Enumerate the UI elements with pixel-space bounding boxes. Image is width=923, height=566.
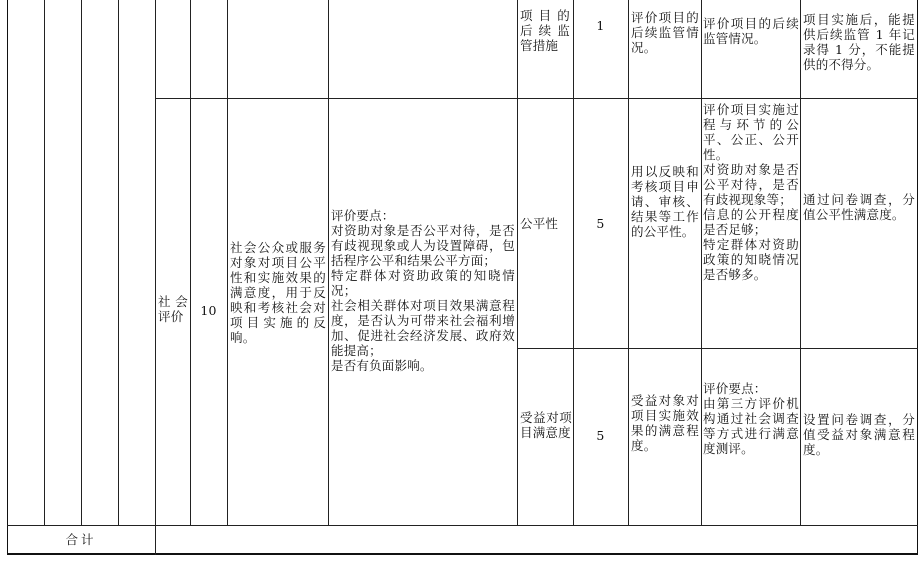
- col-line-4: [155, 0, 156, 555]
- row3-score: 5: [596, 428, 605, 443]
- col-line-12: [800, 0, 801, 525]
- col-line-3: [118, 0, 119, 525]
- social-description: 社会公众或服务对象对项目公平性和实施效果的满意度，用于反映和考核社会对项目实施的反响。: [230, 240, 326, 345]
- col-line-10: [628, 0, 629, 525]
- row-line-2: [517, 348, 918, 349]
- row1-scoring: 项目实施后，能提供后续监管 1 年记录得 1 分，不能提供的不得分。: [803, 12, 915, 72]
- row1-explanation: 评价项目的后续监管情况。: [631, 10, 699, 55]
- social-points: 评价要点： 对资助对象是否公平对待，是否有歧视现象或人为设置障碍，包括程序公平和结果公平方面； 特定群体对资助政策的知晓情况； 社会相关群体对项目效果满意程度，是否认为可带来社会福利增加、促进社会经济发展、政府效能提高； 是否有负面影响。: [331, 208, 515, 373]
- row3-scoring: 设置问卷调查，分值受益对象满意程度。: [803, 412, 915, 457]
- row2-criteria: 评价项目实施过程与环节的公平、公正、公开性。 对资助对象是否公平对待，是否有歧视现象等； 信息的公开程度是否足够； 特定群体对资助政策的知晓情况是否够多。: [703, 102, 799, 282]
- row2-explanation: 用以反映和考核项目申请、审核、结果等工作的公平性。: [631, 164, 699, 239]
- row-line-1: [155, 98, 918, 99]
- col-line-8: [517, 0, 518, 525]
- border-right: [917, 0, 918, 555]
- row2-scoring: 通过问卷调查，分值公平性满意度。: [803, 192, 915, 222]
- row2-score: 5: [596, 216, 605, 231]
- social-category: 社会评价: [158, 294, 188, 324]
- row3-criteria: 评价要点： 由第三方评价机构通过社会调查等方式进行满意度测评。: [703, 381, 799, 456]
- col-line-6: [227, 0, 228, 525]
- row-line-total: [7, 525, 918, 526]
- col-line-11: [701, 0, 702, 525]
- col-line-5: [190, 0, 191, 525]
- row3-explanation: 受益对象对项目实施效果的满意程度。: [631, 393, 699, 453]
- col-line-2: [81, 0, 82, 525]
- row1-indicator: 项目的后续监管措施: [520, 8, 570, 53]
- total-label: 合计: [65, 532, 97, 547]
- row2-indicator: 公平性: [520, 216, 559, 231]
- border-left: [7, 0, 8, 555]
- row1-score: 1: [596, 18, 605, 33]
- col-line-9: [573, 0, 574, 525]
- social-weight: 10: [200, 303, 217, 318]
- row3-indicator: 受益对项目满意度: [520, 410, 572, 440]
- col-line-1: [44, 0, 45, 525]
- row1-criteria: 评价项目的后续监管情况。: [703, 16, 799, 46]
- col-line-7: [328, 0, 329, 525]
- border-bottom: [7, 553, 918, 555]
